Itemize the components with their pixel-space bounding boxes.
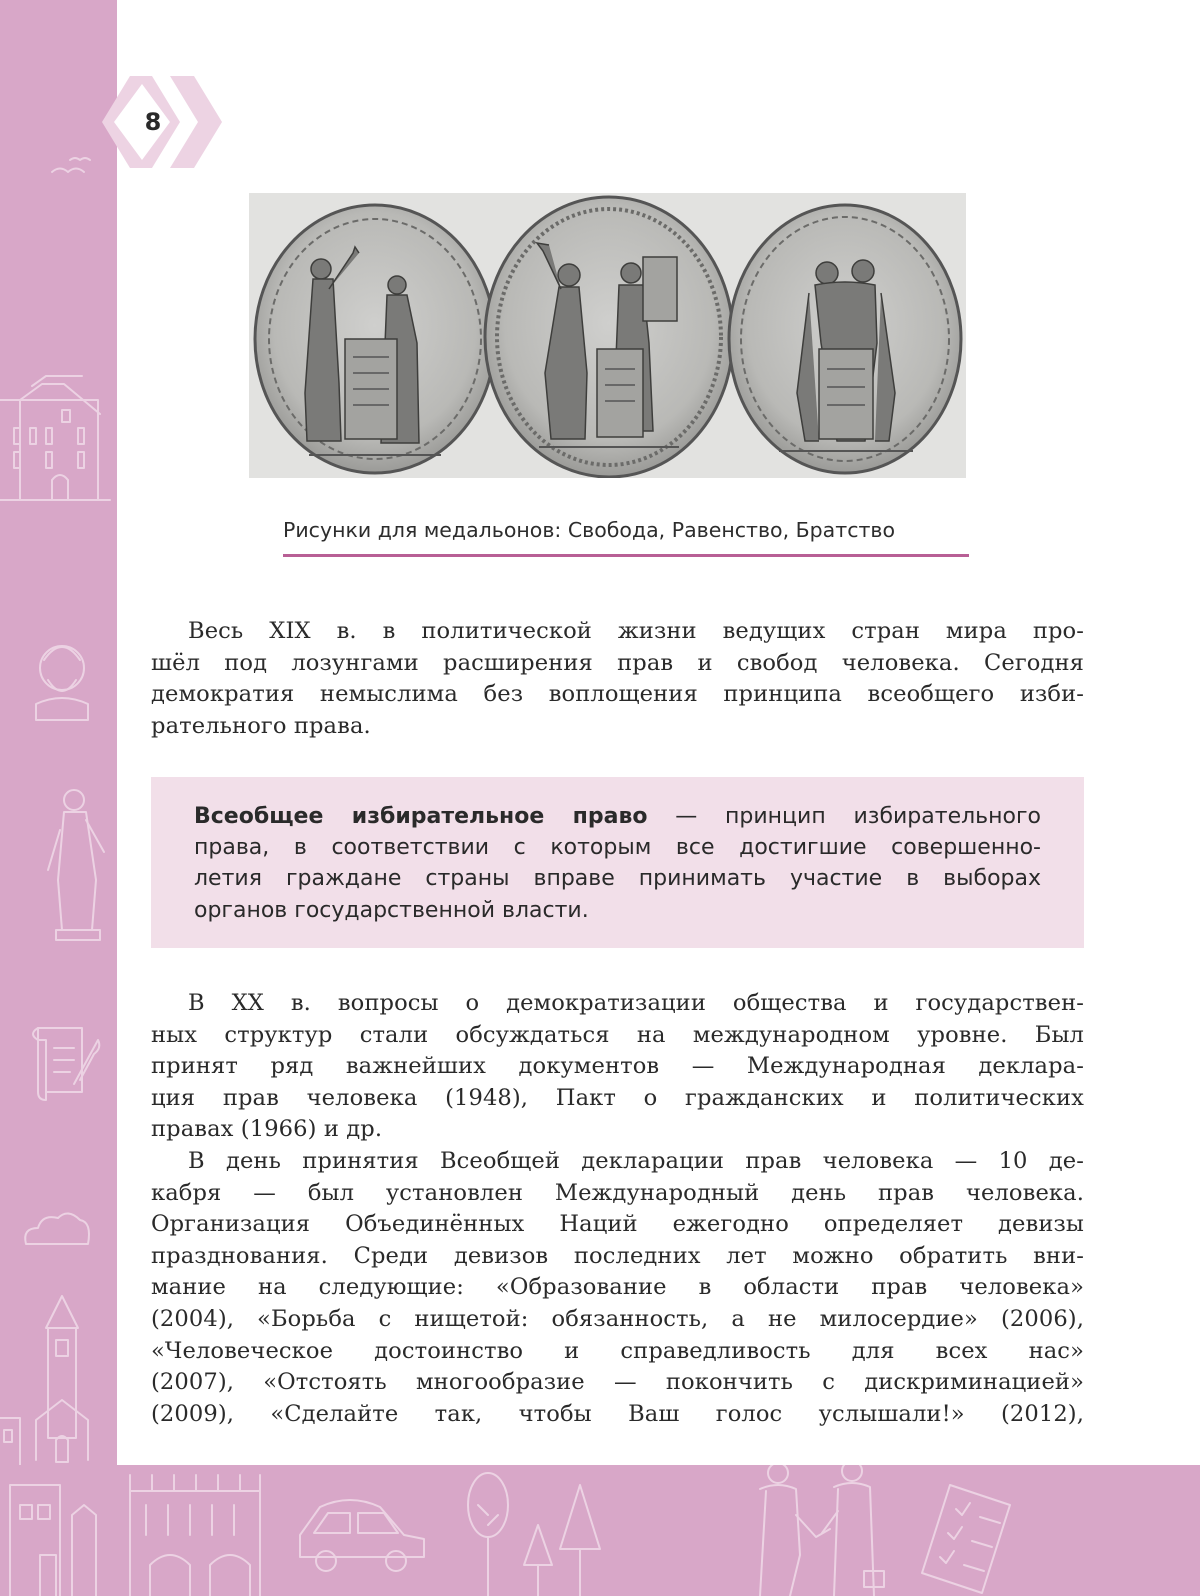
medallions-illustration [249,193,966,478]
medallion-liberty [255,205,495,473]
scroll-quill-icon [33,1028,99,1100]
definition-line [194,801,1041,832]
paragraph-3-line: (2007), «Отстоять многообразие — покончить с дискриминацией» [151,1369,1084,1396]
definition-line: права, в соответствии с которым все достигшие совершенно- [194,835,1041,861]
cloud-icon [25,1213,89,1244]
definition-line-rest: — принцип избирательного [647,804,1041,829]
paragraph-3-line: «Человеческое достоинство и справедливость для всех нас» [151,1337,1084,1364]
footer-band [0,1465,1200,1596]
paragraph-3-line: Организация Объединённых Наций ежегодно определяет девизы [151,1211,1084,1238]
paragraph-1-line: Весь XIX в. в политической жизни ведущих стран мира про- [188,618,1084,644]
trees-icon [468,1473,600,1596]
paragraph-3 [151,1146,1084,1430]
definition-term: Всеобщее избирательное право [194,804,648,829]
paragraph-2-line: принят ряд важнейших документов — Международная деклара- [151,1053,1084,1080]
handshake-icon [760,1465,884,1596]
definition-text [194,801,1041,926]
paragraph-1-line: демократия немыслима без воплощения принципа всеобщего изби- [151,681,1084,708]
paragraph-3-line: кабря — был установлен Международный день прав человека. [151,1179,1084,1206]
medallion-fraternity [729,205,961,473]
sidebar-decor [0,0,117,1596]
footer-decor [0,1465,1200,1596]
paragraph-2 [151,988,1084,1146]
page-number: 8 [144,108,162,136]
sidebar-band [0,0,117,1596]
paragraph-3-line: мание на следующие: «Образование в области прав человека» [151,1274,1084,1301]
figure-caption: Рисунки для медальонов: Свобода, Равенство, Братство [283,518,896,542]
paragraph-1-line: шёл под лозунгами расширения прав и свобод человека. Сегодня [151,649,1084,676]
medallions-figure [249,193,966,478]
tower-icon [0,1296,88,1470]
definition-line: летия граждане страны вправе принимать участие в выборах [194,866,1041,892]
paragraph-1 [151,616,1084,742]
definition-line: органов государственной власти. [194,897,589,923]
building-icon [0,376,110,500]
bust-icon [36,646,88,720]
caption-underline [283,554,969,557]
paragraph-2-line: В XX в. вопросы о демократизации общества и государствен- [188,990,1084,1016]
paragraph-1-line: рательного права. [151,712,371,739]
birds-icon [52,158,90,172]
medallion-equality [485,197,733,477]
paragraph-2-line: ция прав человека (1948), Пакт о гражданских и политических [151,1084,1084,1111]
paragraph-3-line: празднования. Среди девизов последних лет можно обратить вни- [151,1242,1084,1269]
paragraph-3-line: (2004), «Борьба с нищетой: обязанность, а не милосердие» (2006), [151,1305,1084,1332]
paragraph-3-line: (2009), «Сделайте так, чтобы Ваш голос услышали!» (2012), [151,1400,1084,1427]
definition-box [151,777,1084,948]
paragraph-3-line: В день принятия Всеобщей декларации прав человека — 10 де- [188,1148,1084,1174]
paragraph-2-line: ных структур стали обсуждаться на международном уровне. Был [151,1021,1084,1048]
houses-icon [10,1475,260,1596]
statue-icon [48,790,104,940]
checklist-icon [922,1485,1010,1593]
paragraph-2-line: правах (1966) и др. [151,1116,383,1143]
car-icon [300,1500,424,1571]
